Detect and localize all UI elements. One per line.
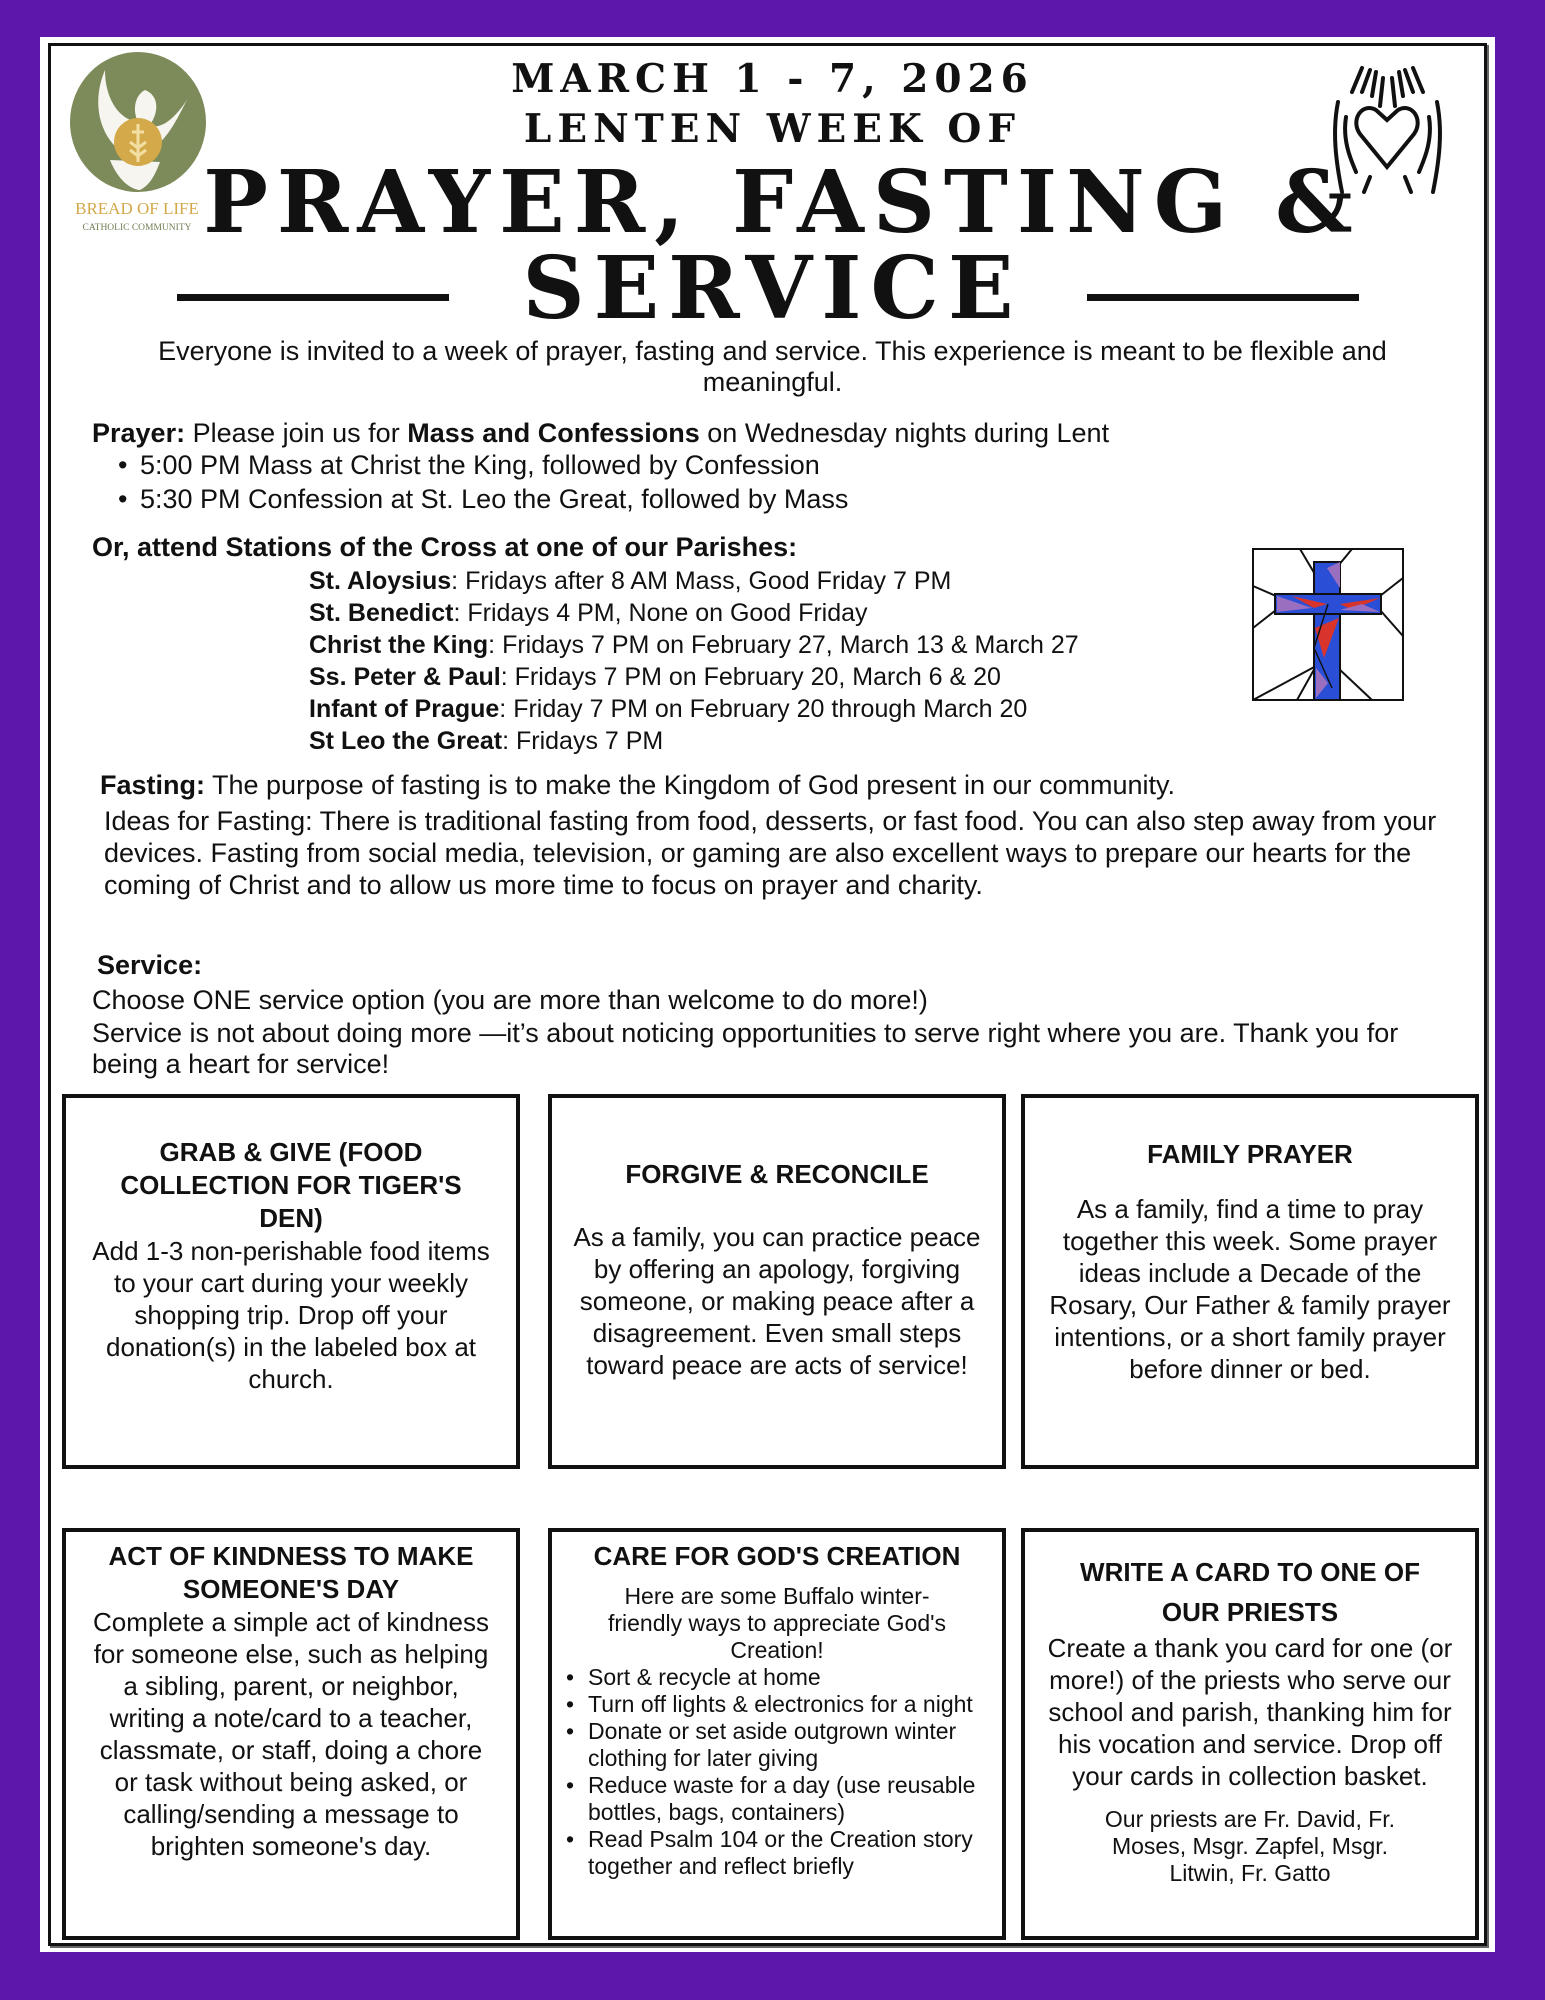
stained-glass-cross-icon (1252, 548, 1404, 701)
fasting-label: Fasting: (100, 770, 205, 800)
creation-bullet: • Turn off lights & electronics for a night (588, 1691, 1002, 1718)
option-body: As a family, you can practice peace by offering an apology, forgiving someone, or making peace after a disagreement. Even small steps toward peace are acts of service! (573, 1222, 981, 1380)
creation-bullet: • Reduce waste for a day (use reusable bottles, bags, containers) (588, 1772, 1002, 1826)
stations-item (309, 565, 1079, 597)
option-card-creation (548, 1528, 1006, 1940)
prayer-bullet: • 5:30 PM Confession at St. Leo the Great, followed by Mass (118, 482, 848, 516)
option-title: FAMILY PRAYER (1147, 1139, 1353, 1169)
creation-bullets (552, 1664, 1002, 1880)
parish-name: St Leo the Great (309, 727, 503, 755)
header-title-line2: SERVICE (522, 238, 1023, 339)
prayer-bold: Mass and Confessions (407, 418, 700, 448)
option-body: Add 1-3 non-perishable food items to your cart during your weekly shopping trip. Drop off your donation(s) in the labeled box at church. (92, 1236, 490, 1394)
creation-bullet: • Read Psalm 104 or the Creation story together and reflect briefly (588, 1826, 1002, 1880)
parish-time: : Fridays 7 PM on February 27, March 13 & March 27 (488, 631, 1079, 659)
option-card-family-prayer (1021, 1094, 1479, 1469)
parish-time: : Fridays 7 PM (502, 727, 664, 755)
stations-item (309, 597, 1079, 629)
priests-note: Our priests are Fr. David, Fr. Moses, Msgr. Zapfel, Msgr. Litwin, Fr. Gatto (1104, 1806, 1396, 1886)
parish-time: : Fridays 4 PM, None on Good Friday (453, 599, 868, 627)
header-subtitle: LENTEN WEEK OF (523, 106, 1022, 152)
stations-item (309, 693, 1079, 725)
stations-item (309, 725, 1079, 757)
option-title: WRITE A CARD TO ONE OF OUR PRIESTS (1080, 1557, 1420, 1627)
parish-time: : Fridays 7 PM on February 20, March 6 & 20 (500, 663, 1001, 691)
prayer-text-before: Please join us for (185, 418, 408, 448)
header-dates: MARCH 1 - 7, 2026 (511, 56, 1034, 102)
logo-name: BREAD OF LIFE (75, 199, 199, 218)
parish-name: Infant of Prague (309, 695, 500, 723)
option-card-grab-give (62, 1094, 520, 1469)
stations-list (309, 565, 1079, 757)
prayer-paragraph (92, 418, 1109, 449)
prayer-text-after: on Wednesday nights during Lent (699, 418, 1110, 448)
option-card-kindness (62, 1528, 520, 1940)
option-title: GRAB & GIVE (FOOD COLLECTION FOR TIGER'S DEN) (120, 1137, 462, 1233)
service-label: Service: (97, 950, 203, 980)
parish-time: : Fridays after 8 AM Mass, Good Friday 7 PM (451, 567, 952, 595)
option-body: Create a thank you card for one (or more!) of the priests who serve our school and parish, thanking him for his vocation and service. Drop off your cards in collection basket. (1047, 1633, 1453, 1791)
creation-bullet: • Sort & recycle at home (588, 1664, 1002, 1691)
logo-subname: CATHOLIC COMMUNITY (82, 223, 192, 233)
title-rule-left (177, 294, 449, 301)
parish-time: : Friday 7 PM on February 20 through March 20 (499, 695, 1028, 723)
intro-text: Everyone is invited to a week of prayer, fasting and service. This experience is meant to be flexible and meaningful. (158, 336, 1387, 397)
option-title: ACT OF KINDNESS TO MAKE SOMEONE'S DAY (108, 1541, 474, 1604)
option-title: FORGIVE & RECONCILE (625, 1159, 929, 1189)
creation-bullet: • Donate or set aside outgrown winter clothing for later giving (588, 1718, 1002, 1772)
option-card-priests (1021, 1528, 1479, 1940)
parish-name: St. Benedict (309, 599, 454, 627)
prayer-label: Prayer: (92, 418, 186, 448)
parish-name: St. Aloysius (309, 567, 452, 595)
option-card-forgive (548, 1094, 1006, 1469)
title-rule-right (1087, 294, 1359, 301)
option-body: Here are some Buffalo winter-friendly ways to appreciate God's Creation! (607, 1583, 947, 1663)
stations-item (309, 661, 1079, 693)
stations-item (309, 629, 1079, 661)
option-title: CARE FOR GOD'S CREATION (593, 1541, 961, 1571)
prayer-bullet: • 5:00 PM Mass at Christ the King, followed by Confession (118, 448, 848, 482)
fasting-ideas: Ideas for Fasting: There is traditional fasting from food, desserts, or fast food. You can also step away from your devices. Fasting from social media, television, or gaming are also excellent ways to prepare our hearts for the coming of Christ and to allow us more time to focus on prayer and charity. (104, 806, 1437, 900)
header-title-line1: PRAYER, FASTING & (203, 152, 1362, 253)
stations-heading: Or, attend Stations of the Cross at one of our Parishes: (92, 532, 798, 562)
fasting-paragraph (100, 770, 1175, 801)
service-line1: Choose ONE service option (you are more than welcome to do more!) (92, 985, 928, 1015)
prayer-bullets (118, 448, 848, 516)
option-body: As a family, find a time to pray together this week. Some prayer ideas include a Decade of the Rosary, Our Father & family prayer intentions, or a short family prayer before dinner or bed. (1049, 1194, 1451, 1384)
parish-name: Ss. Peter & Paul (309, 663, 501, 691)
fasting-text: The purpose of fasting is to make the Kingdom of God present in our community. (205, 770, 1176, 800)
parish-name: Christ the King (309, 631, 489, 659)
option-body: Complete a simple act of kindness for someone else, such as helping a sibling, parent, or neighbor, writing a note/card to a teacher, classmate, or staff, doing a chore or task without being asked, or calling/sending a message to brighten someone's day. (93, 1607, 489, 1861)
service-line2: Service is not about doing more —it’s about noticing opportunities to serve right where you are. Thank you for being a heart for service! (92, 1018, 1399, 1079)
